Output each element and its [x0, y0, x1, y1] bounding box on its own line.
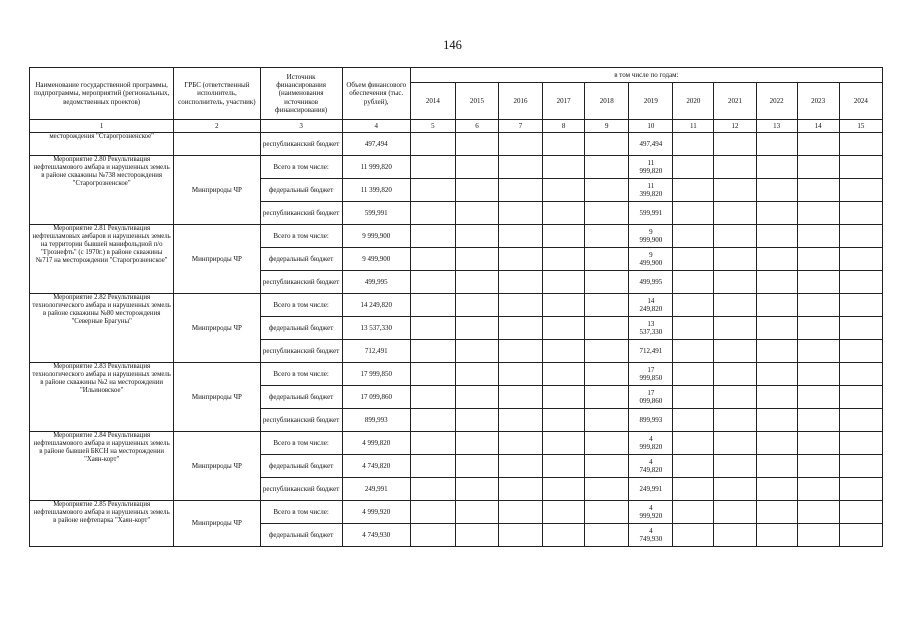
- year-cell: [673, 455, 714, 478]
- year-cell: [455, 202, 498, 225]
- header-year: 2024: [839, 83, 882, 120]
- year-cell: [673, 133, 714, 156]
- volume-cell: 17 999,850: [342, 363, 410, 386]
- year-cell: [543, 225, 585, 248]
- year-cell: [839, 317, 882, 340]
- year-cell: [543, 202, 585, 225]
- year-cell: [839, 202, 882, 225]
- year-cell: [543, 386, 585, 409]
- year-cell: [455, 501, 498, 524]
- year-cell: [839, 455, 882, 478]
- year-2019-cell: 14 249,820: [629, 294, 673, 317]
- funding-source-cell: федеральный бюджет: [260, 248, 342, 271]
- year-cell: [797, 432, 839, 455]
- year-cell: [455, 432, 498, 455]
- year-cell: [839, 478, 882, 501]
- year-cell: [499, 455, 543, 478]
- year-cell: [797, 294, 839, 317]
- volume-cell: 599,991: [342, 202, 410, 225]
- year-cell: [410, 363, 455, 386]
- year-cell: [797, 156, 839, 179]
- year-cell: [673, 409, 714, 432]
- year-cell: [585, 294, 629, 317]
- year-cell: [756, 156, 797, 179]
- year-cell: [839, 133, 882, 156]
- year-cell: [499, 524, 543, 547]
- year-cell: [455, 524, 498, 547]
- year-cell: [585, 432, 629, 455]
- volume-cell: 14 249,820: [342, 294, 410, 317]
- header-year: 2015: [455, 83, 498, 120]
- year-cell: [839, 340, 882, 363]
- header-year: 2016: [499, 83, 543, 120]
- table-row: [30, 225, 883, 248]
- year-2019-cell: 9 499,900: [629, 248, 673, 271]
- volume-cell: 249,991: [342, 478, 410, 501]
- year-cell: [673, 501, 714, 524]
- funding-source-cell: республиканский бюджет: [260, 409, 342, 432]
- year-cell: [410, 156, 455, 179]
- year-cell: [455, 133, 498, 156]
- table-row: [30, 133, 883, 156]
- grbs-cell: Минприроды ЧР: [174, 225, 260, 294]
- year-cell: [673, 340, 714, 363]
- year-cell: [756, 271, 797, 294]
- funding-source-cell: федеральный бюджет: [260, 179, 342, 202]
- year-cell: [455, 271, 498, 294]
- year-cell: [756, 432, 797, 455]
- year-cell: [714, 455, 756, 478]
- year-cell: [455, 386, 498, 409]
- year-cell: [839, 248, 882, 271]
- year-cell: [714, 317, 756, 340]
- year-2019-cell: 17 999,850: [629, 363, 673, 386]
- year-cell: [410, 432, 455, 455]
- year-2019-cell: 599,991: [629, 202, 673, 225]
- year-cell: [455, 294, 498, 317]
- year-cell: [714, 248, 756, 271]
- year-cell: [756, 409, 797, 432]
- year-cell: [455, 179, 498, 202]
- year-cell: [673, 225, 714, 248]
- volume-cell: 17 099,860: [342, 386, 410, 409]
- year-cell: [543, 317, 585, 340]
- year-cell: [410, 202, 455, 225]
- year-2019-cell: 4 749,930: [629, 524, 673, 547]
- header-year: 2021: [714, 83, 756, 120]
- year-cell: [756, 455, 797, 478]
- year-cell: [756, 317, 797, 340]
- table-row: [30, 156, 883, 179]
- funding-source-cell: федеральный бюджет: [260, 317, 342, 340]
- year-cell: [756, 501, 797, 524]
- year-cell: [756, 133, 797, 156]
- year-cell: [455, 409, 498, 432]
- year-cell: [714, 225, 756, 248]
- year-cell: [499, 179, 543, 202]
- year-cell: [585, 225, 629, 248]
- grbs-cell: Минприроды ЧР: [174, 363, 260, 432]
- year-cell: [543, 340, 585, 363]
- year-cell: [499, 340, 543, 363]
- table-row: [30, 501, 883, 524]
- year-2019-cell: 4 999,920: [629, 501, 673, 524]
- year-cell: [499, 271, 543, 294]
- year-cell: [455, 363, 498, 386]
- column-number: 4: [342, 120, 410, 133]
- header-program-name: Наименование государственной программы, подпрограммы, мероприятий (региональных, ведомственных проектов): [30, 68, 174, 120]
- year-cell: [797, 271, 839, 294]
- year-cell: [543, 524, 585, 547]
- year-cell: [410, 386, 455, 409]
- year-cell: [410, 271, 455, 294]
- year-cell: [585, 317, 629, 340]
- volume-cell: 4 749,930: [342, 524, 410, 547]
- column-number: 14: [797, 120, 839, 133]
- table-body: [30, 133, 883, 547]
- funding-source-cell: республиканский бюджет: [260, 202, 342, 225]
- year-cell: [410, 409, 455, 432]
- column-number: 3: [260, 120, 342, 133]
- year-cell: [756, 202, 797, 225]
- year-cell: [455, 317, 498, 340]
- activity-description: месторождения "Старогрозненское": [30, 133, 174, 156]
- year-cell: [839, 271, 882, 294]
- year-cell: [543, 133, 585, 156]
- year-cell: [714, 340, 756, 363]
- activity-description: Мероприятие 2.81 Рекультивация нефтешламовых амбаров и нарушенных земель на территории бывшей манифольдной п/о "Грознефть" (с 1970г.) в районе скважины №717 на месторождении "Старогрозненское": [30, 225, 174, 294]
- year-cell: [410, 133, 455, 156]
- funding-source-cell: Всего в том числе:: [260, 363, 342, 386]
- header-year: 2019: [629, 83, 673, 120]
- year-cell: [839, 409, 882, 432]
- year-2019-cell: 17 099,860: [629, 386, 673, 409]
- year-cell: [673, 432, 714, 455]
- activity-description: Мероприятие 2.83 Рекультивация технологического амбара и нарушенных земель в районе скважины №2 на месторождении "Ильиновское": [30, 363, 174, 432]
- year-cell: [673, 386, 714, 409]
- year-cell: [410, 501, 455, 524]
- funding-source-cell: федеральный бюджет: [260, 455, 342, 478]
- year-cell: [756, 386, 797, 409]
- volume-cell: 11 999,820: [342, 156, 410, 179]
- funding-source-cell: федеральный бюджет: [260, 386, 342, 409]
- year-2019-cell: 899,993: [629, 409, 673, 432]
- year-cell: [756, 524, 797, 547]
- volume-cell: 4 999,820: [342, 432, 410, 455]
- year-cell: [839, 386, 882, 409]
- activity-description: Мероприятие 2.80 Рекультивация нефтешламового амбара и нарушенных земель в районе скважины №738 месторождения "Старогрозненское": [30, 156, 174, 225]
- year-cell: [543, 156, 585, 179]
- year-cell: [797, 317, 839, 340]
- year-cell: [714, 271, 756, 294]
- year-cell: [714, 363, 756, 386]
- year-cell: [756, 478, 797, 501]
- year-cell: [673, 271, 714, 294]
- year-cell: [673, 202, 714, 225]
- funding-source-cell: Всего в том числе:: [260, 432, 342, 455]
- year-cell: [673, 156, 714, 179]
- column-number: 2: [174, 120, 260, 133]
- year-cell: [839, 501, 882, 524]
- year-cell: [499, 386, 543, 409]
- year-cell: [410, 225, 455, 248]
- year-2019-cell: 4 749,820: [629, 455, 673, 478]
- year-cell: [585, 386, 629, 409]
- year-cell: [585, 133, 629, 156]
- year-cell: [714, 432, 756, 455]
- year-cell: [499, 294, 543, 317]
- volume-cell: 11 399,820: [342, 179, 410, 202]
- year-cell: [543, 179, 585, 202]
- year-cell: [543, 271, 585, 294]
- year-2019-cell: 712,491: [629, 340, 673, 363]
- year-cell: [410, 524, 455, 547]
- year-cell: [585, 202, 629, 225]
- year-cell: [585, 524, 629, 547]
- column-number: 15: [839, 120, 882, 133]
- year-2019-cell: 13 537,330: [629, 317, 673, 340]
- header-year: 2020: [673, 83, 714, 120]
- year-cell: [797, 179, 839, 202]
- year-2019-cell: 11 399,820: [629, 179, 673, 202]
- funding-source-cell: федеральный бюджет: [260, 524, 342, 547]
- column-number: 10: [629, 120, 673, 133]
- column-number: 9: [585, 120, 629, 133]
- table-row: [30, 294, 883, 317]
- year-cell: [756, 225, 797, 248]
- year-cell: [585, 156, 629, 179]
- year-cell: [499, 363, 543, 386]
- year-cell: [455, 225, 498, 248]
- header-year: 2018: [585, 83, 629, 120]
- volume-cell: 4 749,820: [342, 455, 410, 478]
- year-cell: [839, 156, 882, 179]
- year-cell: [455, 455, 498, 478]
- year-cell: [714, 179, 756, 202]
- year-cell: [585, 271, 629, 294]
- year-cell: [455, 248, 498, 271]
- year-cell: [797, 524, 839, 547]
- year-cell: [410, 294, 455, 317]
- volume-cell: 497,494: [342, 133, 410, 156]
- year-cell: [543, 294, 585, 317]
- year-cell: [410, 248, 455, 271]
- year-cell: [673, 317, 714, 340]
- year-cell: [714, 524, 756, 547]
- year-cell: [455, 156, 498, 179]
- header-grbs: ГРБС (ответственный исполнитель, соисполнитель, участник): [174, 68, 260, 120]
- year-cell: [756, 294, 797, 317]
- year-cell: [714, 478, 756, 501]
- year-cell: [714, 294, 756, 317]
- year-cell: [543, 409, 585, 432]
- column-number: 11: [673, 120, 714, 133]
- year-cell: [714, 409, 756, 432]
- year-2019-cell: 4 999,820: [629, 432, 673, 455]
- year-cell: [499, 248, 543, 271]
- year-cell: [797, 478, 839, 501]
- year-cell: [499, 501, 543, 524]
- year-cell: [714, 202, 756, 225]
- year-cell: [543, 363, 585, 386]
- year-cell: [585, 409, 629, 432]
- funding-source-cell: республиканский бюджет: [260, 133, 342, 156]
- year-cell: [499, 409, 543, 432]
- year-2019-cell: 11 999,820: [629, 156, 673, 179]
- column-number: 13: [756, 120, 797, 133]
- activity-description: Мероприятие 2.85 Рекультивация нефтешламового амбара и нарушенных земель в районе нефтепарка "Хаян-корт": [30, 501, 174, 547]
- year-2019-cell: 9 999,900: [629, 225, 673, 248]
- year-cell: [543, 248, 585, 271]
- column-number: 6: [455, 120, 498, 133]
- year-cell: [839, 294, 882, 317]
- page-number: 146: [443, 38, 462, 52]
- header-year: 2022: [756, 83, 797, 120]
- funding-source-cell: Всего в том числе:: [260, 156, 342, 179]
- year-cell: [585, 340, 629, 363]
- year-cell: [673, 294, 714, 317]
- year-cell: [797, 455, 839, 478]
- year-cell: [797, 202, 839, 225]
- year-2019-cell: 497,494: [629, 133, 673, 156]
- year-cell: [455, 340, 498, 363]
- year-cell: [499, 432, 543, 455]
- grbs-cell: Минприроды ЧР: [174, 294, 260, 363]
- year-cell: [585, 478, 629, 501]
- year-cell: [673, 363, 714, 386]
- year-cell: [756, 179, 797, 202]
- column-number: 8: [543, 120, 585, 133]
- volume-cell: 899,993: [342, 409, 410, 432]
- volume-cell: 499,995: [342, 271, 410, 294]
- year-cell: [499, 156, 543, 179]
- column-number: 5: [410, 120, 455, 133]
- year-cell: [714, 156, 756, 179]
- grbs-cell: [174, 133, 260, 156]
- year-cell: [585, 363, 629, 386]
- year-cell: [839, 432, 882, 455]
- grbs-cell: Минприроды ЧР: [174, 501, 260, 547]
- year-cell: [585, 248, 629, 271]
- year-cell: [455, 478, 498, 501]
- volume-cell: 9 999,900: [342, 225, 410, 248]
- column-number: 1: [30, 120, 174, 133]
- funding-source-cell: республиканский бюджет: [260, 340, 342, 363]
- table-row: [30, 432, 883, 455]
- header-volume: Объем финансового обеспечения (тыс. рублей),: [342, 68, 410, 120]
- funding-source-cell: Всего в том числе:: [260, 501, 342, 524]
- budget-table: [29, 67, 883, 547]
- column-number: 7: [499, 120, 543, 133]
- year-cell: [839, 225, 882, 248]
- year-cell: [543, 455, 585, 478]
- header-funding-source: Источник финансирования (наименования источников финансирования): [260, 68, 342, 120]
- year-cell: [714, 501, 756, 524]
- year-cell: [797, 501, 839, 524]
- activity-description: Мероприятие 2.82 Рекультивация технологического амбара и нарушенных земель в районе скважины №80 месторождения "Северные Брагуны": [30, 294, 174, 363]
- header-year: 2014: [410, 83, 455, 120]
- year-cell: [714, 386, 756, 409]
- volume-cell: 9 499,900: [342, 248, 410, 271]
- year-2019-cell: 249,991: [629, 478, 673, 501]
- volume-cell: 13 537,330: [342, 317, 410, 340]
- year-cell: [410, 317, 455, 340]
- year-cell: [585, 179, 629, 202]
- volume-cell: 4 999,920: [342, 501, 410, 524]
- year-cell: [839, 524, 882, 547]
- year-cell: [839, 363, 882, 386]
- year-cell: [585, 455, 629, 478]
- year-cell: [410, 455, 455, 478]
- funding-source-cell: Всего в том числе:: [260, 225, 342, 248]
- year-cell: [499, 133, 543, 156]
- year-cell: [714, 133, 756, 156]
- header-year: 2023: [797, 83, 839, 120]
- year-cell: [673, 524, 714, 547]
- year-cell: [673, 248, 714, 271]
- year-cell: [756, 363, 797, 386]
- funding-source-cell: республиканский бюджет: [260, 271, 342, 294]
- year-cell: [543, 432, 585, 455]
- year-cell: [797, 409, 839, 432]
- year-2019-cell: 499,995: [629, 271, 673, 294]
- table-row: [30, 363, 883, 386]
- grbs-cell: Минприроды ЧР: [174, 156, 260, 225]
- year-cell: [797, 363, 839, 386]
- activity-description: Мероприятие 2.84 Рекультивация нефтешламового амбара и нарушенных земель в районе бывшей БКСН на месторождении "Хаян-корт": [30, 432, 174, 501]
- header-year: 2017: [543, 83, 585, 120]
- funding-source-cell: республиканский бюджет: [260, 478, 342, 501]
- year-cell: [797, 386, 839, 409]
- year-cell: [499, 317, 543, 340]
- header-years-title: в том числе по годам:: [410, 68, 882, 83]
- year-cell: [673, 179, 714, 202]
- grbs-cell: Минприроды ЧР: [174, 432, 260, 501]
- year-cell: [499, 225, 543, 248]
- year-cell: [410, 478, 455, 501]
- volume-cell: 712,491: [342, 340, 410, 363]
- year-cell: [499, 478, 543, 501]
- year-cell: [585, 501, 629, 524]
- year-cell: [756, 340, 797, 363]
- funding-source-cell: Всего в том числе:: [260, 294, 342, 317]
- year-cell: [543, 478, 585, 501]
- year-cell: [797, 340, 839, 363]
- year-cell: [797, 248, 839, 271]
- column-number: 12: [714, 120, 756, 133]
- column-numbers-row: [30, 120, 883, 133]
- year-cell: [797, 133, 839, 156]
- year-cell: [839, 179, 882, 202]
- year-cell: [410, 340, 455, 363]
- year-cell: [673, 478, 714, 501]
- year-cell: [756, 248, 797, 271]
- year-cell: [410, 179, 455, 202]
- year-cell: [543, 501, 585, 524]
- year-cell: [499, 202, 543, 225]
- year-cell: [797, 225, 839, 248]
